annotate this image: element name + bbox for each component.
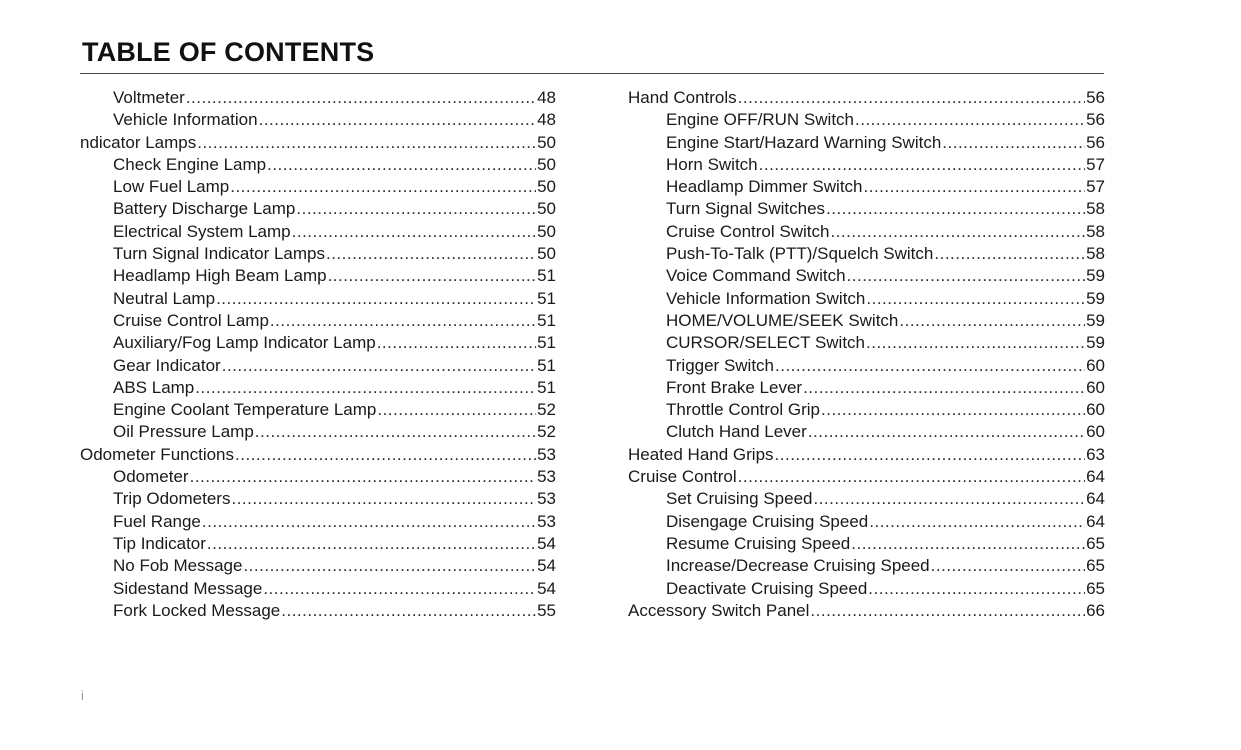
toc-entry-label: CURSOR/SELECT Switch	[666, 333, 866, 353]
toc-entry-label: Vehicle Information Switch	[666, 288, 866, 308]
toc-entry-label: Auxiliary/Fog Lamp Indicator Lamp	[113, 333, 376, 353]
toc-page-number: 50	[537, 132, 556, 152]
toc-dot-leader	[270, 310, 536, 332]
toc-page-number: 60	[1086, 377, 1105, 397]
toc-entry-label: Cruise Control Switch	[666, 221, 830, 241]
toc-entry-label: Turn Signal Switches	[666, 199, 826, 219]
toc-entry-label: Electrical System Lamp	[113, 221, 291, 241]
toc-entry-label: Accessory Switch Panel	[628, 600, 810, 620]
toc-page-number: 59	[1086, 333, 1105, 353]
toc-page-number: 59	[1086, 310, 1105, 330]
toc-entry-vehicle-information-switch[interactable]	[628, 288, 1105, 310]
toc-entry-label: Trigger Switch	[666, 355, 775, 375]
toc-entry-label: Resume Cruising Speed	[666, 533, 851, 553]
toc-entry-label: Voice Command Switch	[666, 266, 846, 286]
toc-dot-leader	[934, 243, 1085, 265]
toc-entry-label: Front Brake Lever	[666, 377, 803, 397]
toc-page-number: 51	[537, 355, 556, 375]
toc-page-number: 55	[537, 600, 556, 620]
toc-page-number: 54	[537, 556, 556, 576]
toc-entry-gear-indicator[interactable]	[80, 355, 556, 377]
toc-dot-leader	[281, 600, 536, 622]
toc-entry-cruise-control[interactable]	[628, 466, 1105, 488]
toc-entry-auxiliary-fog-lamp-indicator-lamp[interactable]	[80, 332, 556, 354]
toc-right-column	[628, 87, 1105, 622]
toc-entry-label: Throttle Control Grip	[666, 400, 820, 420]
toc-entry-vehicle-information[interactable]	[80, 109, 556, 131]
toc-entry-low-fuel-lamp[interactable]	[80, 176, 556, 198]
toc-entry-fuel-range[interactable]	[80, 511, 556, 533]
toc-entry-label: Cruise Control	[628, 467, 737, 487]
toc-entry-fork-locked-message[interactable]	[80, 600, 556, 622]
toc-entry-turn-signal-indicator-lamps[interactable]	[80, 243, 556, 265]
toc-entry-label: Disengage Cruising Speed	[666, 511, 869, 531]
toc-entry-home-volume-seek-switch[interactable]	[628, 310, 1105, 332]
toc-entry-oil-pressure-lamp[interactable]	[80, 421, 556, 443]
toc-dot-leader	[377, 399, 536, 421]
toc-left-column	[80, 87, 556, 622]
toc-entry-label: Gear Indicator	[113, 355, 221, 375]
title-divider	[80, 73, 1104, 74]
toc-dot-leader	[292, 221, 536, 243]
toc-entry-label: Odometer Functions	[80, 444, 235, 464]
toc-dot-leader	[899, 310, 1085, 332]
toc-dot-leader	[207, 533, 536, 555]
toc-page-number: 59	[1086, 288, 1105, 308]
toc-entry-check-engine-lamp[interactable]	[80, 154, 556, 176]
toc-dot-leader	[759, 154, 1085, 176]
toc-page-number: 51	[537, 377, 556, 397]
toc-entry-label: HOME/VOLUME/SEEK Switch	[666, 310, 899, 330]
toc-entry-label: Engine Start/Hazard Warning Switch	[666, 132, 942, 152]
toc-entry-engine-off-run-switch[interactable]	[628, 109, 1105, 131]
toc-entry-engine-start-hazard-warning-switch[interactable]	[628, 132, 1105, 154]
toc-page-number: 53	[537, 444, 556, 464]
toc-entry-label: Horn Switch	[666, 154, 758, 174]
page-title: TABLE OF CONTENTS	[82, 37, 375, 67]
toc-page-number: 50	[537, 199, 556, 219]
toc-entry-label: Low Fuel Lamp	[113, 177, 230, 197]
toc-page-number: 60	[1086, 422, 1105, 442]
toc-entry-label: Tip Indicator	[113, 533, 206, 553]
toc-page-number: 64	[1086, 489, 1105, 509]
toc-dot-leader	[231, 488, 536, 510]
toc-page-number: 50	[537, 244, 556, 264]
toc-page-number: 63	[1086, 444, 1105, 464]
toc-page-number: 64	[1086, 467, 1105, 487]
toc-dot-leader	[235, 444, 536, 466]
toc-dot-leader	[775, 355, 1085, 377]
toc-entry-accessory-switch-panel[interactable]	[628, 600, 1105, 622]
toc-entry-odometer-functions[interactable]	[80, 444, 556, 466]
toc-dot-leader	[738, 466, 1085, 488]
toc-page-number: 64	[1086, 511, 1105, 531]
toc-entry-cursor-select-switch[interactable]	[628, 332, 1105, 354]
toc-entry-voltmeter[interactable]	[80, 87, 556, 109]
toc-dot-leader	[195, 377, 536, 399]
toc-dot-leader	[243, 555, 536, 577]
toc-entry-tip-indicator[interactable]	[80, 533, 556, 555]
toc-entry-label: Fuel Range	[113, 511, 201, 531]
toc-dot-leader	[868, 578, 1085, 600]
toc-entry-push-to-talk-ptt-squelch-switch[interactable]	[628, 243, 1105, 265]
toc-dot-leader	[851, 533, 1085, 555]
toc-dot-leader	[197, 132, 536, 154]
toc-entry-label: Deactivate Cruising Speed	[666, 578, 868, 598]
toc-page-number: 53	[537, 489, 556, 509]
toc-entry-label: Increase/Decrease Cruising Speed	[666, 556, 930, 576]
toc-page-number: 51	[537, 310, 556, 330]
toc-entry-label: Clutch Hand Lever	[666, 422, 807, 442]
toc-dot-leader	[830, 221, 1085, 243]
toc-entry-label: Trip Odometers	[113, 489, 231, 509]
toc-entry-heated-hand-grips[interactable]	[628, 444, 1105, 466]
toc-entry-label: Heated Hand Grips	[628, 444, 774, 464]
toc-entry-cruise-control-lamp[interactable]	[80, 310, 556, 332]
toc-entry-hand-controls[interactable]	[628, 87, 1105, 109]
toc-dot-leader	[931, 555, 1085, 577]
toc-entry-label: Set Cruising Speed	[666, 489, 813, 509]
toc-dot-leader	[263, 578, 536, 600]
toc-page-number: 65	[1086, 556, 1105, 576]
toc-page-number: 51	[537, 333, 556, 353]
toc-entry-horn-switch[interactable]	[628, 154, 1105, 176]
toc-page-number: 65	[1086, 578, 1105, 598]
toc-page-number: 51	[537, 288, 556, 308]
toc-entry-increase-decrease-cruising-speed[interactable]	[628, 555, 1105, 577]
toc-entry-no-fob-message[interactable]	[80, 555, 556, 577]
toc-entry-label: Neutral Lamp	[113, 288, 216, 308]
toc-entry-label: Oil Pressure Lamp	[113, 422, 254, 442]
toc-dot-leader	[738, 87, 1085, 109]
toc-page-number: 53	[537, 511, 556, 531]
toc-entry-sidestand-message[interactable]	[80, 578, 556, 600]
toc-page-number: 54	[537, 533, 556, 553]
toc-page-number: 56	[1086, 132, 1105, 152]
toc-entry-headlamp-dimmer-switch[interactable]	[628, 176, 1105, 198]
toc-page-number: 48	[537, 110, 556, 130]
toc-entry-cruise-control-switch[interactable]	[628, 221, 1105, 243]
toc-page-number: 48	[537, 88, 556, 107]
toc-entry-abs-lamp[interactable]	[80, 377, 556, 399]
toc-dot-leader	[813, 488, 1085, 510]
toc-entry-throttle-control-grip[interactable]	[628, 399, 1105, 421]
toc-entry-label: Headlamp Dimmer Switch	[666, 177, 863, 197]
toc-entry-label: ABS Lamp	[113, 377, 195, 397]
toc-page-number: 60	[1086, 400, 1105, 420]
toc-dot-leader	[942, 132, 1085, 154]
toc-page-number: 58	[1086, 244, 1105, 264]
toc-page-number: 58	[1086, 199, 1105, 219]
toc-dot-leader	[216, 288, 536, 310]
toc-entry-voice-command-switch[interactable]	[628, 265, 1105, 287]
toc-entry-battery-discharge-lamp[interactable]	[80, 198, 556, 220]
toc-dot-leader	[259, 109, 536, 131]
toc-dot-leader	[377, 332, 536, 354]
toc-page-number: 65	[1086, 533, 1105, 553]
toc-entry-label: Fork Locked Message	[113, 600, 281, 620]
toc-page-number: 60	[1086, 355, 1105, 375]
toc-dot-leader	[230, 176, 536, 198]
toc-dot-leader	[326, 243, 536, 265]
toc-entry-label: Headlamp High Beam Lamp	[113, 266, 327, 286]
toc-dot-leader	[267, 154, 536, 176]
toc-entry-set-cruising-speed[interactable]	[628, 488, 1105, 510]
toc-entry-label: Sidestand Message	[113, 578, 263, 598]
toc-page-number: 57	[1086, 154, 1105, 174]
toc-dot-leader	[186, 87, 536, 109]
toc-dot-leader	[869, 511, 1085, 533]
toc-entry-clutch-hand-lever[interactable]	[628, 421, 1105, 443]
toc-page-number: 52	[537, 400, 556, 420]
toc-entry-label: ndicator Lamps	[80, 132, 197, 152]
toc-page-number: 52	[537, 422, 556, 442]
toc-dot-leader	[826, 198, 1085, 220]
toc-dot-leader	[866, 288, 1085, 310]
toc-page-number: 66	[1086, 600, 1105, 620]
toc-entry-neutral-lamp[interactable]	[80, 288, 556, 310]
toc-page-number: 54	[537, 578, 556, 598]
toc-entry-label: Engine Coolant Temperature Lamp	[113, 400, 377, 420]
toc-entry-label: Voltmeter	[113, 88, 185, 107]
toc-entry-trigger-switch[interactable]	[628, 355, 1105, 377]
toc-dot-leader	[222, 355, 536, 377]
page-number: i	[81, 688, 84, 703]
toc-dot-leader	[855, 109, 1085, 131]
toc-dot-leader	[775, 444, 1086, 466]
toc-entry-label: Push-To-Talk (PTT)/Squelch Switch	[666, 244, 934, 264]
toc-page-number: 58	[1086, 221, 1105, 241]
toc-entry-label: No Fob Message	[113, 556, 243, 576]
toc-page-number: 50	[537, 154, 556, 174]
toc-page-number: 57	[1086, 177, 1105, 197]
toc-entry-odometer[interactable]	[80, 466, 556, 488]
toc-dot-leader	[296, 198, 536, 220]
toc-entry-turn-signal-switches[interactable]	[628, 198, 1105, 220]
toc-dot-leader	[255, 421, 536, 443]
toc-entry-front-brake-lever[interactable]	[628, 377, 1105, 399]
toc-dot-leader	[328, 265, 537, 287]
toc-dot-leader	[847, 265, 1086, 287]
toc-dot-leader	[864, 176, 1086, 198]
toc-entry-label: Hand Controls	[628, 88, 737, 107]
toc-dot-leader	[821, 399, 1085, 421]
toc-dot-leader	[808, 421, 1085, 443]
toc-entry-deactivate-cruising-speed[interactable]	[628, 578, 1105, 600]
toc-entry-disengage-cruising-speed[interactable]	[628, 511, 1105, 533]
toc-entry-ndicator-lamps[interactable]	[80, 132, 556, 154]
toc-dot-leader	[810, 600, 1085, 622]
toc-page-number: 53	[537, 467, 556, 487]
toc-dot-leader	[866, 332, 1085, 354]
toc-entry-label: Cruise Control Lamp	[113, 310, 269, 330]
toc-page-number: 56	[1086, 110, 1105, 130]
toc-dot-leader	[202, 511, 536, 533]
toc-entry-engine-coolant-temperature-lamp[interactable]	[80, 399, 556, 421]
toc-dot-leader	[803, 377, 1085, 399]
toc-entry-headlamp-high-beam-lamp[interactable]	[80, 265, 556, 287]
toc-entry-label: Battery Discharge Lamp	[113, 199, 296, 219]
toc-page-number: 50	[537, 221, 556, 241]
toc-page-number: 50	[537, 177, 556, 197]
toc-entry-label: Check Engine Lamp	[113, 154, 267, 174]
toc-entry-label: Turn Signal Indicator Lamps	[113, 244, 325, 264]
toc-entry-trip-odometers[interactable]	[80, 488, 556, 510]
toc-page-number: 59	[1086, 266, 1105, 286]
toc-entry-label: Engine OFF/RUN Switch	[666, 110, 854, 130]
toc-entry-label: Odometer	[113, 467, 189, 487]
toc-entry-label: Vehicle Information	[113, 110, 258, 130]
toc-entry-resume-cruising-speed[interactable]	[628, 533, 1105, 555]
toc-page-number: 56	[1086, 88, 1105, 107]
toc-entry-electrical-system-lamp[interactable]	[80, 221, 556, 243]
toc-dot-leader	[190, 466, 536, 488]
toc-page-number: 51	[537, 266, 556, 286]
